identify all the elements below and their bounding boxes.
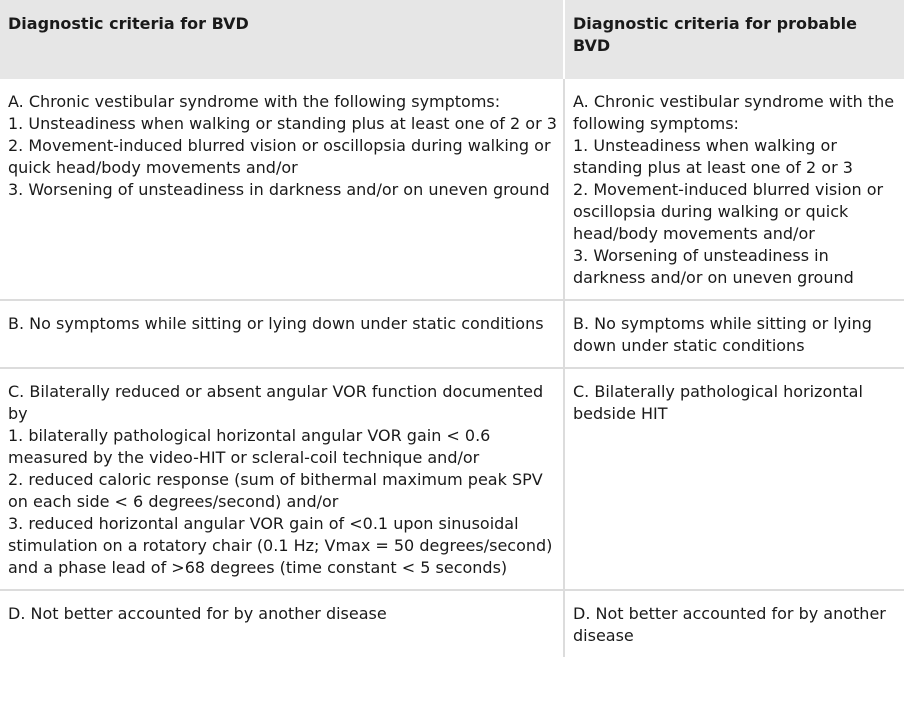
table-header	[0, 0, 904, 79]
table-body	[0, 79, 904, 657]
cell-bvd-c: C. Bilaterally reduced or absent angular VOR function documented by 1. bilaterally pathological horizontal angular VOR gain < 0.6 measured by the video-HIT or scleral-coil technique and/or 2. reduced caloric response (sum of bithermal maximum peak SPV on each side < 6 degrees/second) and/or 3. reduced horizontal angular VOR gain of <0.1 upon sinusoidal stimulation on a rotatory chair (0.1 Hz; Vmax = 50 degrees/second) and a phase lead of >68 degrees (time constant < 5 seconds)	[0, 368, 564, 590]
cell-probable-d: D. Not better accounted for by another disease	[573, 604, 886, 645]
header-probable-bvd: Diagnostic criteria for probable BVD	[564, 0, 904, 79]
header-bvd: Diagnostic criteria for BVD	[0, 0, 564, 79]
cell-bvd-a: A. Chronic vestibular syndrome with the following symptoms: 1. Unsteadiness when walking or standing plus at least one of 2 or 3 2. Movement-induced blurred vision or oscillopsia during walking or quick head/body movements and/or 3. Worsening of unsteadiness in darkness and/or on uneven ground	[0, 79, 564, 300]
cell-bvd-b: B. No symptoms while sitting or lying down under static conditions	[0, 300, 564, 368]
cell-probable-a: A. Chronic vestibular syndrome with the following symptoms: 1. Unsteadiness when walking or standing plus at least one of 2 or 3 2. Movement-induced blurred vision or oscillopsia during walking or quick head/body movements and/or 3. Worsening of unsteadiness in darkness and/or on uneven ground	[564, 79, 904, 300]
table-row-c	[0, 368, 904, 590]
table-row-d	[0, 590, 904, 657]
table-row-a	[0, 79, 904, 300]
table-row-b	[0, 300, 904, 368]
cell-probable-c: C. Bilaterally pathological horizontal bedside HIT	[564, 368, 904, 590]
cell-probable-b: B. No symptoms while sitting or lying down under static conditions	[564, 300, 904, 368]
header-row	[0, 0, 904, 79]
cell-bvd-d: D. Not better accounted for by another disease	[0, 590, 564, 657]
